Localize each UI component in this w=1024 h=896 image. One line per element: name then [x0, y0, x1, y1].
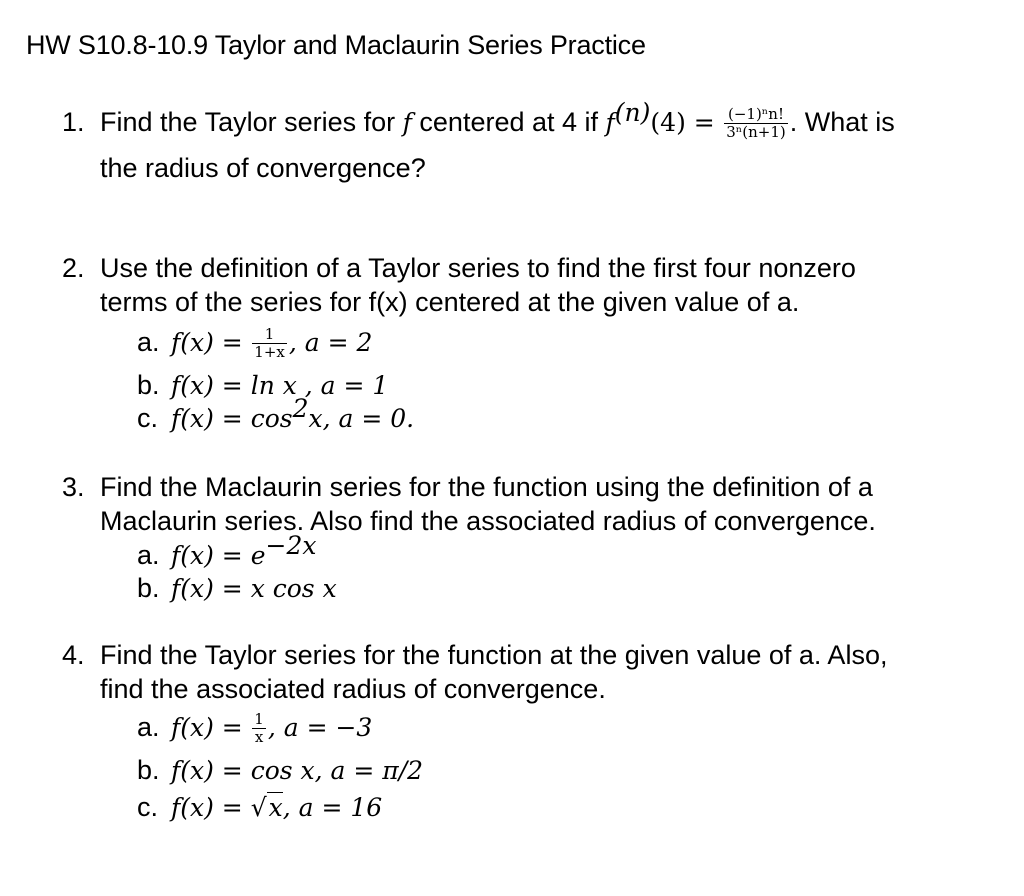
question-1 [62, 98, 992, 185]
q4a-num: 1 [254, 710, 264, 729]
sqrt-symbol: √ [250, 793, 267, 822]
q4-line2: find the associated radius of convergence. [100, 674, 606, 704]
q1-fn: f [605, 108, 615, 137]
q2a-den: 1+x [254, 343, 285, 362]
q3a-sup: −2x [265, 531, 317, 560]
q2a-fraction [252, 326, 287, 361]
q4c-rhs: , a = 16 [282, 793, 383, 822]
part-label: a. [137, 540, 160, 570]
q1-sup: (n) [614, 98, 651, 127]
question-number: 3. [62, 472, 85, 502]
q4a-fraction [252, 711, 266, 746]
q2a-num: 1 [252, 326, 287, 344]
q3-line2: Maclaurin series. Also find the associated radius of convergence. [100, 506, 876, 536]
q1-text-after: . What is [789, 107, 895, 137]
q1-line2: the radius of convergence? [100, 153, 426, 184]
q2-line1: Use the definition of a Taylor series to find the first four nonzero [100, 253, 856, 283]
q1-text-mid: centered at 4 if [411, 107, 606, 137]
question-2 [62, 251, 992, 319]
q1-arg: (4) = [650, 108, 715, 137]
q4-part-b [137, 753, 423, 788]
q3-part-a [137, 531, 317, 573]
q4a-lhs: f(x) = [171, 713, 243, 742]
q4a-rhs: , a = −3 [267, 713, 373, 742]
q4c-lhs: f(x) = [171, 793, 251, 822]
q4-part-a [137, 710, 372, 746]
q2-line2: terms of the series for f(x) centered at the given value of a. [100, 287, 800, 317]
question-4 [62, 638, 992, 706]
q2c-rhs: x, a = 0. [308, 404, 415, 433]
part-label: a. [137, 327, 160, 357]
q2a-rhs: , a = 2 [288, 328, 373, 357]
part-label: a. [137, 712, 160, 742]
question-number: 1. [62, 107, 85, 137]
q3b-expr: f(x) = x cos x [171, 574, 337, 603]
q2-part-c [137, 394, 415, 436]
q4b-expr: f(x) = cos x, a = π/2 [171, 756, 424, 785]
q3-part-b [137, 571, 337, 606]
q1-fraction [724, 106, 788, 141]
q1-text-before: Find the Taylor series for [100, 107, 403, 137]
part-label: b. [137, 573, 160, 603]
q2c-sup: 2 [292, 394, 309, 423]
page-title: HW S10.8-10.9 Taylor and Maclaurin Series Practice [26, 30, 646, 60]
q4-part-c [137, 790, 382, 825]
q2-part-a [137, 325, 372, 361]
q3a-lhs: f(x) = e [171, 541, 266, 570]
q2c-lhs: f(x) = cos [171, 404, 293, 433]
question-number: 2. [62, 253, 85, 283]
q4a-den: x [254, 728, 264, 747]
part-label: c. [137, 403, 159, 433]
q4-line1: Find the Taylor series for the function at the given value of a. Also, [100, 640, 888, 670]
part-label: b. [137, 755, 160, 785]
q1-f: f [402, 108, 412, 137]
part-label: c. [137, 792, 159, 822]
q2b-expr: f(x) = ln x , a = 1 [171, 371, 389, 400]
q1-frac-num: (−1)ⁿn! [724, 106, 788, 124]
q2a-lhs: f(x) = [171, 328, 243, 357]
q4c-radicand: x [268, 793, 283, 822]
question-3 [62, 470, 992, 538]
part-label: b. [137, 370, 160, 400]
question-number: 4. [62, 640, 85, 670]
q3-line1: Find the Maclaurin series for the function using the definition of a [100, 472, 873, 502]
q1-frac-den: 3ⁿ(n+1) [726, 123, 786, 142]
q2-part-b [137, 368, 388, 403]
